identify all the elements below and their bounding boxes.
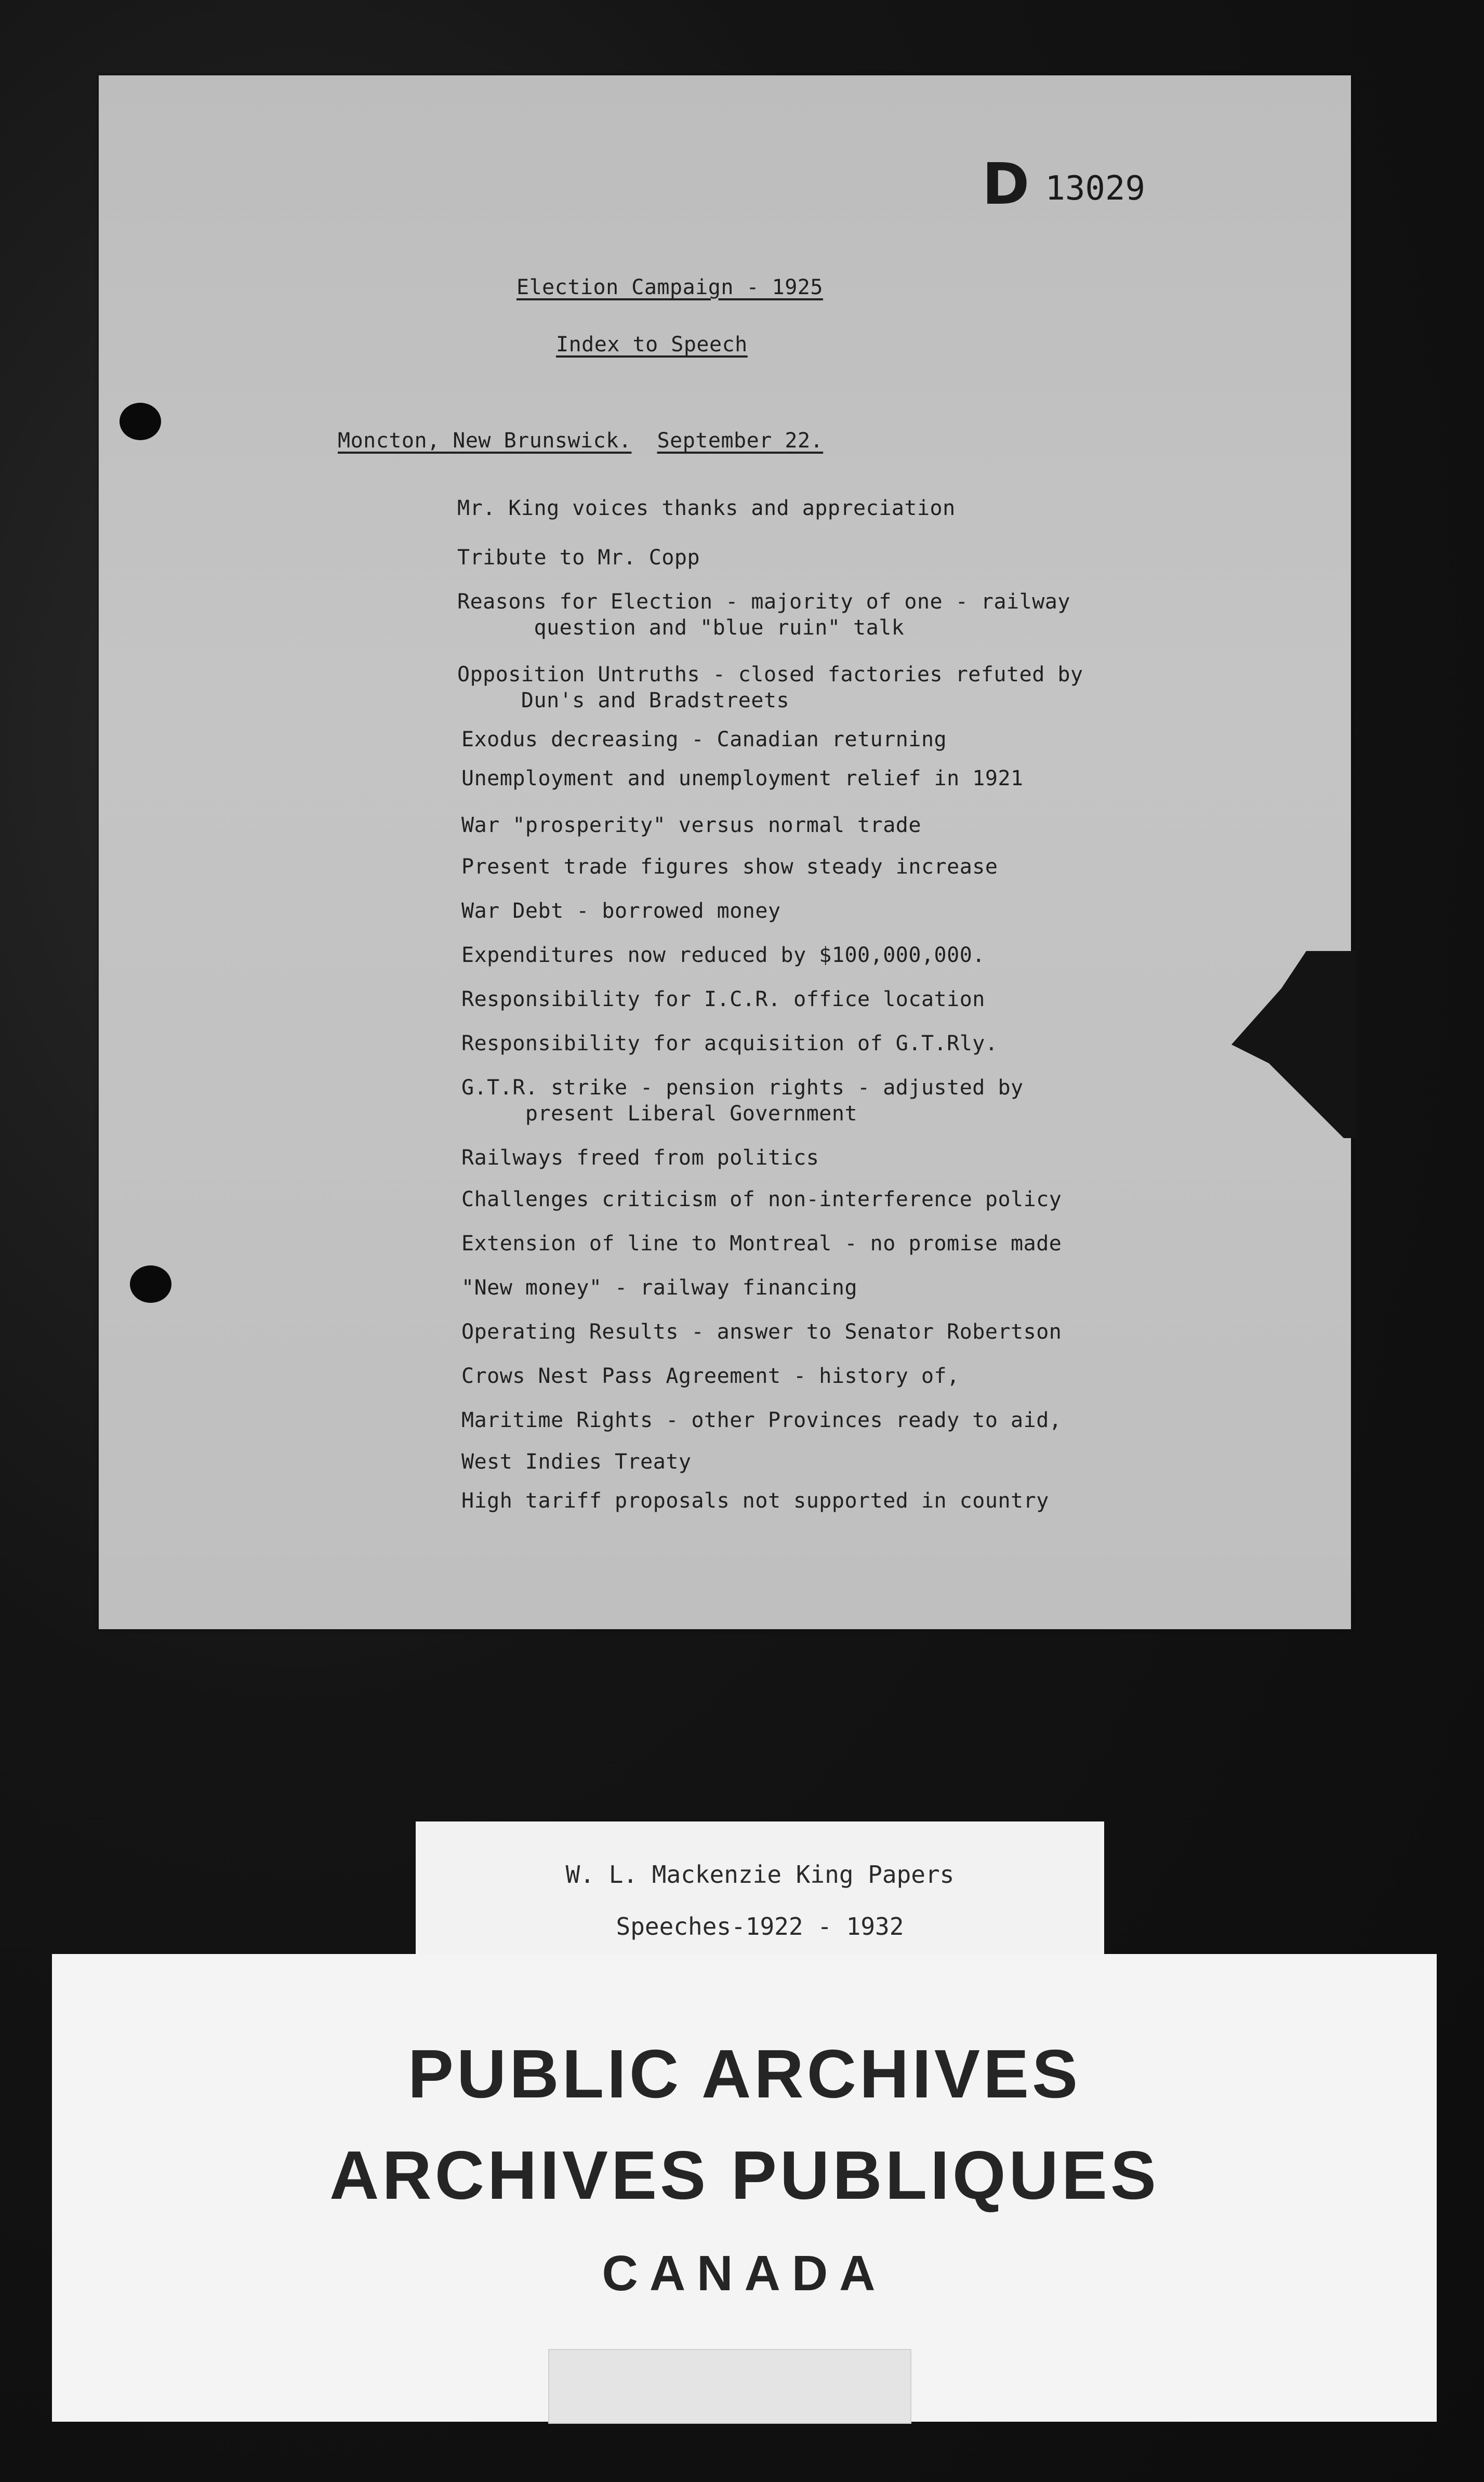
collection-name: W. L. Mackenzie King Papers [565, 1860, 955, 1889]
index-item: Railways freed from politics [461, 1146, 819, 1170]
document-number-value: 13029 [1045, 169, 1145, 208]
index-item: Tribute to Mr. Copp [457, 546, 700, 570]
collection-series: Speeches-1922 - 1932 [616, 1912, 904, 1940]
index-item: Opposition Untruths - closed factories refuted by [457, 663, 1083, 686]
index-item: West Indies Treaty [461, 1450, 692, 1474]
index-item: Extension of line to Montreal - no promise made [461, 1232, 1062, 1256]
document-title: Election Campaign - 1925 [516, 275, 823, 299]
index-item: Crows Nest Pass Agreement - history of, [461, 1364, 960, 1388]
archives-french: ARCHIVES PUBLIQUES [329, 2137, 1159, 2213]
index-item: Challenges criticism of non-interference policy [461, 1187, 1062, 1211]
punch-hole-top [120, 403, 161, 440]
index-item: Reasons for Election - majority of one - railway [457, 590, 1070, 614]
index-item: High tariff proposals not supported in country [461, 1489, 1049, 1513]
index-item: Present trade figures show steady increase [461, 855, 998, 879]
archives-english: PUBLIC ARCHIVES [407, 2036, 1081, 2112]
archives-country: CANADA [602, 2246, 887, 2301]
index-item: Mr. King voices thanks and appreciation [457, 496, 956, 520]
index-item: question and "blue ruin" talk [457, 616, 905, 640]
index-item: Responsibility for acquisition of G.T.Rly. [461, 1032, 998, 1055]
index-item: War "prosperity" versus normal trade [461, 813, 921, 837]
document-number [982, 151, 1145, 217]
punch-hole-bottom [130, 1265, 171, 1303]
index-item: Unemployment and unemployment relief in 1921 [461, 767, 1024, 790]
index-item: Dun's and Bradstreets [457, 689, 790, 712]
index-item: War Debt - borrowed money [461, 899, 781, 923]
index-item: Operating Results - answer to Senator Robertson [461, 1320, 1062, 1344]
index-item: Expenditures now reduced by $100,000,000. [461, 943, 985, 967]
index-item: present Liberal Government [461, 1102, 858, 1126]
document-subtitle: Index to Speech [556, 333, 748, 357]
index-item: Maritime Rights - other Provinces ready to aid, [461, 1408, 1062, 1432]
location: Moncton, New Brunswick. [338, 429, 632, 453]
index-item: Responsibility for I.C.R. office location [461, 987, 985, 1011]
location-date-line [338, 429, 823, 453]
index-item: G.T.R. strike - pension rights - adjusted by [461, 1076, 1024, 1100]
index-item: Exodus decreasing - Canadian returning [461, 728, 947, 751]
speech-date: September 22. [657, 429, 824, 453]
index-item: "New money" - railway financing [461, 1276, 858, 1300]
document-number-prefix: D [982, 151, 1030, 217]
card-tab [548, 2349, 911, 2424]
document-sheet [99, 75, 1351, 1629]
